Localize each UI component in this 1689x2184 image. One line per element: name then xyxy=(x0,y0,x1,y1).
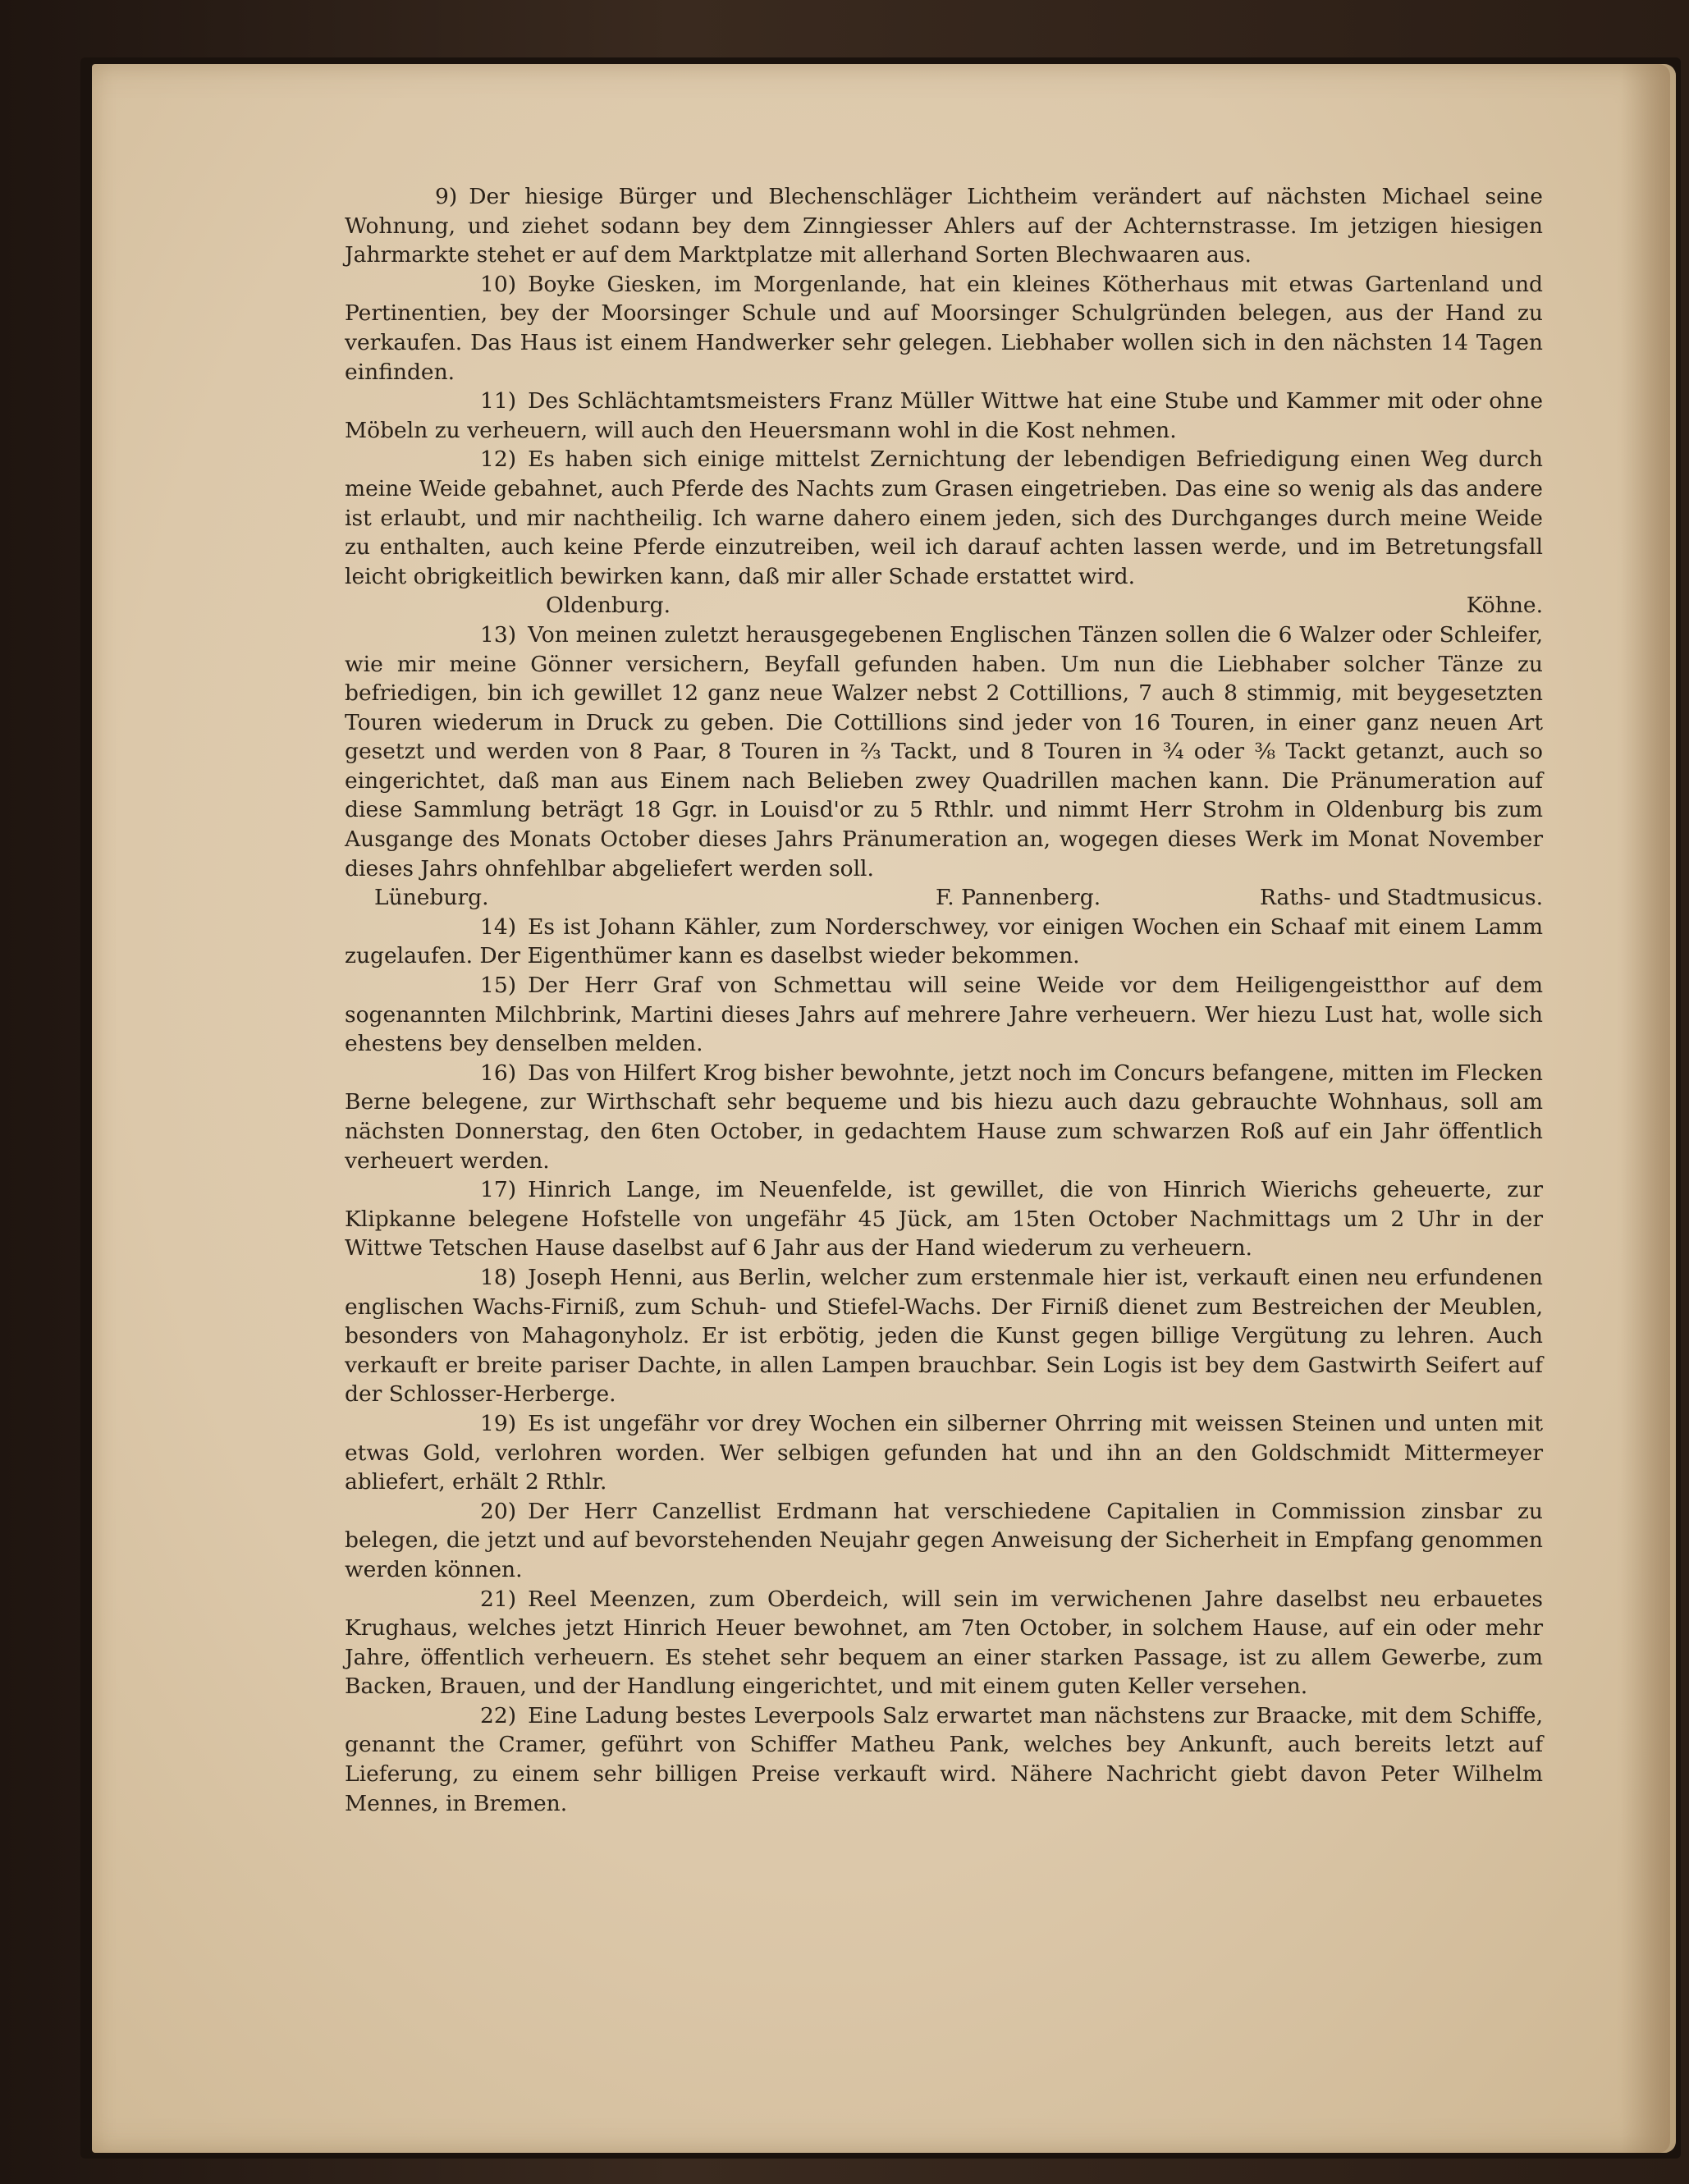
notice-number: 15) xyxy=(480,973,517,999)
notice-number: 22) xyxy=(480,1702,517,1728)
notice-number: 10) xyxy=(480,271,517,297)
notice-18 xyxy=(345,1263,1543,1409)
notice-text: Eine Ladung bestes Leverpools Salz erwartet man nächstens zur Braacke, mit dem Schiffe, genannt the Cramer, geführt von Schiffer Matheu Pank, welches bey Ankunft, auch bereits letzt auf Lieferung, zu einem sehr billigen Preise verkauft wird. Nähere Nachricht giebt davon Peter Wilhelm Mennes, in Bremen. xyxy=(345,1702,1543,1816)
notice-22 xyxy=(345,1701,1543,1818)
notice-17 xyxy=(345,1175,1543,1263)
notice-number: 13) xyxy=(480,621,517,648)
signature-place: Lüneburg. xyxy=(374,885,489,911)
notice-text: Der Herr Canzellist Erdmann hat verschiedene Capitalien in Commission zinsbar zu belegen, die jetzt und auf bevorstehenden Neujahr gegen Anweisung der Sicherheit in Empfang genommen werden können. xyxy=(345,1498,1543,1582)
notice-12-signature xyxy=(345,591,1543,620)
notice-text: Es ist Johann Kähler, zum Norderschwey, vor einigen Wochen ein Schaaf mit einem Lamm zugelaufen. Der Eigenthümer kann es daselbst wieder bekommen. xyxy=(345,913,1543,969)
notice-13 xyxy=(345,620,1543,883)
notice-text: Das von Hilfert Krog bisher bewohnte, jetzt noch im Concurs befangene, mitten im Flecken Berne belegene, zur Wirthschaft sehr bequeme und bis hiezu auch dazu gebrauchte Wohnhaus, soll am nächsten Donnerstag, den 6ten October, in gedachtem Hause zum schwarzen Roß auf ein Jahr öffentlich verheuert werden. xyxy=(345,1060,1543,1174)
signature-name: F. Pannenberg. xyxy=(936,885,1101,911)
notice-21 xyxy=(345,1585,1543,1701)
notice-12 xyxy=(345,445,1543,591)
notice-number: 18) xyxy=(480,1264,517,1290)
document-body xyxy=(345,182,1543,1818)
notice-number: 20) xyxy=(480,1498,517,1524)
notice-20 xyxy=(345,1497,1543,1585)
notice-text: Des Schlächtamtsmeisters Franz Müller Wittwe hat eine Stube und Kammer mit oder ohne Möbeln zu verheuern, will auch den Heuersmann wohl in die Kost nehmen. xyxy=(345,388,1543,443)
notice-text: Hinrich Lange, im Neuenfelde, ist gewillet, die von Hinrich Wierichs geheuerte, zur Klipkanne belegene Hofstelle von ungefähr 45 Jück, am 15ten October Nachmittags um 2 Uhr in der Wittwe Tetschen Hause daselbst auf 6 Jahr aus der Hand wiederum zu verheuern. xyxy=(345,1177,1543,1261)
notice-14 xyxy=(345,913,1543,971)
notice-10 xyxy=(345,270,1543,387)
notice-15 xyxy=(345,971,1543,1059)
notice-text: Reel Meenzen, zum Oberdeich, will sein im verwichenen Jahre daselbst neu erbauetes Krughaus, welches jetzt Hinrich Heuer bewohnet, am 7ten October, in solchem Hause, auf ein oder mehr Jahre, öffentlich verheuern. Es stehet sehr bequem an einer starken Passage, ist zu allem Gewerbe, zum Backen, Brauen, und der Handlung eingerichtet, und mit einem guten Keller versehen. xyxy=(345,1586,1543,1700)
notice-number: 17) xyxy=(480,1177,517,1203)
notice-16 xyxy=(345,1059,1543,1175)
notice-13-signature xyxy=(345,883,1543,913)
notice-19 xyxy=(345,1409,1543,1497)
notice-number: 9) xyxy=(435,184,458,209)
notice-number: 19) xyxy=(480,1410,517,1436)
notice-9 xyxy=(345,182,1543,270)
notice-text: Von meinen zuletzt herausgegebenen Englischen Tänzen sollen die 6 Walzer oder Schleifer, wie mir meine Gönner versichern, Beyfall gefunden haben. Um nun die Liebhaber solcher Tänze zu befriedigen, bin ich gewillet 12 ganz neue Walzer nebst 2 Cottillions, 7 auch 8 stimmig, mit beygesetzten Touren wiederum in Druck zu geben. Die Cottillions sind jeder von 16 Touren, in einer ganz neuen Art gesetzt und werden von 8 Paar, 8 Touren in ⅔ Tackt, und 8 Touren in ¾ oder ⅜ Tackt getanzt, auch so eingerichtet, daß man aus Einem nach Belieben zwey Quadrillen machen kann. Die Pränumeration auf diese Sammlung beträgt 18 Ggr. in Louisd'or zu 5 Rthlr. und nimmt Herr Strohm in Oldenburg bis zum Ausgange des Monats October dieses Jahrs Pränumeration an, wogegen dieses Werk im Monat November dieses Jahrs ohnfehlbar abgeliefert werden soll. xyxy=(345,621,1543,881)
notice-text: Boyke Giesken, im Morgenlande, hat ein kleines Kötherhaus mit etwas Gartenland und Pertinentien, bey der Moorsinger Schule und auf Moorsinger Schulgründen belegen, aus der Hand zu verkaufen. Das Haus ist einem Handwerker sehr gelegen. Liebhaber wollen sich in den nächsten 14 Tagen einfinden. xyxy=(345,271,1543,385)
notice-text: Der hiesige Bürger und Blechenschläger Lichtheim verändert auf nächsten Michael seine Wohnung, und ziehet sodann bey dem Zinngiesser Ahlers auf der Achternstrasse. Im jetzigen hiesigen Jahrmarkte stehet er auf dem Marktplatze mit allerhand Sorten Blechwaaren aus. xyxy=(345,184,1543,268)
signature-title: Raths- und Stadtmusicus. xyxy=(1260,885,1543,911)
page-edge xyxy=(1621,64,1670,2153)
signature-place: Oldenburg. xyxy=(546,593,671,619)
notice-text: Es ist ungefähr vor drey Wochen ein silberner Ohrring mit weissen Steinen und unten mit etwas Gold, verlohren worden. Wer selbigen gefunden hat und ihn an den Goldschmidt Mittermeyer abliefert, erhält 2 Rthlr. xyxy=(345,1410,1543,1495)
notice-number: 14) xyxy=(480,913,517,940)
notice-number: 21) xyxy=(480,1586,517,1612)
notice-number: 12) xyxy=(480,446,517,473)
notice-11 xyxy=(345,387,1543,445)
notice-number: 16) xyxy=(480,1060,517,1086)
notice-number: 11) xyxy=(480,388,517,414)
notice-text: Es haben sich einige mittelst Zernichtung der lebendigen Befriedigung einen Weg durch meine Weide gebahnet, auch Pferde des Nachts zum Grasen eingetrieben. Das eine so wenig als das andere ist erlaubt, und mir nachtheilig. Ich warne dahero einem jeden, sich des Durchganges durch meine Weide zu enthalten, auch keine Pferde einzutreiben, weil ich darauf achten lassen werde, und im Betretungsfall leicht obrigkeitlich bewirken kann, daß mir aller Schade erstattet wird. xyxy=(345,446,1543,589)
signature-name: Köhne. xyxy=(1466,593,1543,619)
notice-text: Der Herr Graf von Schmettau will seine Weide vor dem Heiligengeistthor auf dem sogenannten Milchbrink, Martini dieses Jahrs auf mehrere Jahre verheuern. Wer hiezu Lust hat, wolle sich ehestens bey denselben melden. xyxy=(345,973,1543,1057)
notice-text: Joseph Henni, aus Berlin, welcher zum erstenmale hier ist, verkauft einen neu erfundenen englischen Wachs-Firniß, zum Schuh- und Stiefel-Wachs. Der Firniß dienet zum Bestreichen der Meublen, besonders von Mahagonyholz. Er ist erbötig, jeden die Kunst gegen billige Vergütung zu lehren. Auch verkauft er breite pariser Dachte, in allen Lampen brauchbar. Sein Logis ist bey dem Gastwirth Seifert auf der Schlosser-Herberge. xyxy=(345,1264,1543,1408)
